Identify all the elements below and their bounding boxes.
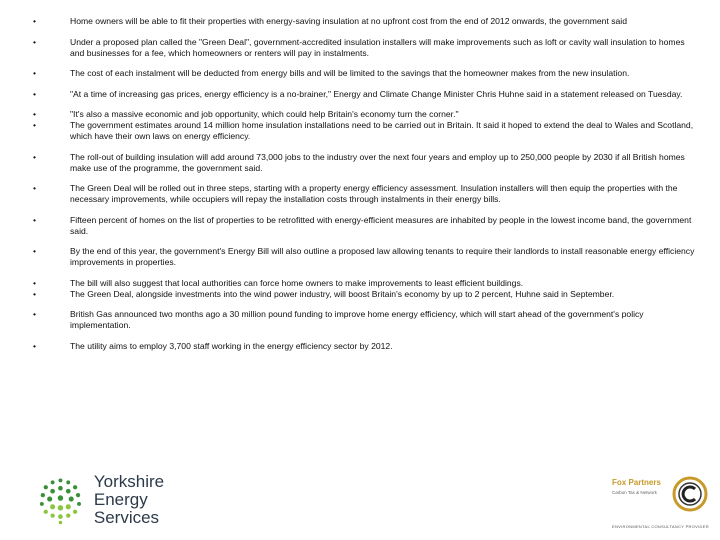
list-item-text: The cost of each instalment will be deducted from energy bills and will be limited to the savings that the homeowner makes from the new insulation. [70, 68, 630, 78]
bullet-icon: • [33, 16, 37, 26]
list-item-text: By the end of this year, the government's Energy Bill will also outline a proposed law allowing tenants to require their landlords to install reasonable energy efficiency improvements in properties. [70, 246, 695, 267]
list-item-text: The roll-out of building insulation will add around 73,000 jobs to the industry over the next four years and employ up to 250,000 people by 2030 if all British homes make use of the programme, the government said. [70, 151, 685, 173]
list-item [30, 183, 698, 205]
bullet-icon: • [33, 36, 37, 47]
list-item [30, 289, 698, 300]
bullet-icon: • [33, 68, 37, 78]
partner-subtitle: Carbon Tax & Network [612, 490, 657, 495]
bullet-icon: • [33, 309, 37, 319]
partner-logo [612, 476, 710, 534]
yorkshire-energy-logo [35, 472, 215, 528]
list-item-text: "At a time of increasing gas prices, energy efficiency is a no-brainer," Energy and Climate Change Minister Chris Huhne said in a statement released on Tuesday. [70, 88, 683, 99]
list-item-text: British Gas announced two months ago a 30 million pound funding to improve home energy efficiency, which will start ahead of the government's policy implementation. [70, 309, 644, 330]
list-item-text: Home owners will be able to fit their properties with energy-saving insulation at no upfront cost from the end of 2012 onwards, the government said [70, 16, 627, 26]
list-item [30, 152, 698, 174]
logo-line-2: Energy Services [93, 490, 160, 527]
bullet-icon: • [33, 183, 37, 193]
list-item [30, 89, 698, 100]
list-item-text: The Green Deal, alongside investments into the wind power industry, will boost Britain's economy by up to 2 percent, Huhne said in September. [70, 288, 615, 299]
dotted-globe-icon [35, 474, 86, 526]
bullet-icon: • [33, 214, 37, 225]
seal-icon [672, 476, 708, 512]
list-item [30, 309, 698, 331]
bullet-icon: • [33, 120, 37, 130]
footer [0, 462, 720, 540]
list-item-text: The government estimates around 14 million home insulation installations need to be carried out in Britain. It said it hoped to extend the deal to Wales and Scotland, which have their own laws on energy efficiency. [70, 120, 694, 141]
list-item [30, 215, 698, 237]
list-item [30, 68, 698, 79]
logo-line-1: Yorkshire [93, 472, 165, 491]
list-item-text: "It's also a massive economic and job opportunity, which could help Britain's economy turn the corner." [70, 109, 459, 119]
list-item [30, 246, 698, 268]
bullet-icon: • [33, 288, 37, 299]
list-item [30, 278, 698, 289]
bullet-icon: • [33, 277, 37, 288]
list-item-text: The utility aims to employ 3,700 staff working in the energy efficiency sector by 2012. [70, 340, 393, 351]
list-item [30, 341, 698, 352]
bullet-icon: • [33, 151, 37, 162]
bullet-icon: • [33, 246, 37, 256]
list-item [30, 109, 698, 120]
list-item [30, 37, 698, 59]
list-item-text: The Green Deal will be rolled out in three steps, starting with a property energy efficiency assessment. Insulation installers will then equip the properties with the necessary improvements, while occupiers will repay the installation costs through instalments in their energy bills. [70, 183, 678, 204]
bullet-icon: • [33, 88, 37, 99]
list-item-text: Under a proposed plan called the "Green Deal", government-accredited insulation installers will make improvements such as loft or cavity wall insulation to homes and businesses for a fee, which homeowners or renters will pay in instalments. [70, 36, 685, 58]
bullet-list [30, 16, 698, 361]
list-item [30, 16, 698, 27]
list-item-text: Fifteen percent of homes on the list of properties to be retrofitted with energy-efficient measures are inhabited by people in the lowest income band, the government said. [70, 214, 692, 236]
bullet-icon: • [33, 109, 37, 119]
list-item-text: The bill will also suggest that local authorities can force home owners to make improvements to least efficient buildings. [70, 277, 524, 288]
logo-wordmark [94, 473, 215, 527]
partner-brand: Fox Partners [612, 478, 661, 487]
bullet-icon: • [33, 340, 37, 351]
list-item [30, 120, 698, 142]
partner-tagline: ENVIRONMENTAL CONSULTANCY PROVIDER [612, 524, 709, 529]
